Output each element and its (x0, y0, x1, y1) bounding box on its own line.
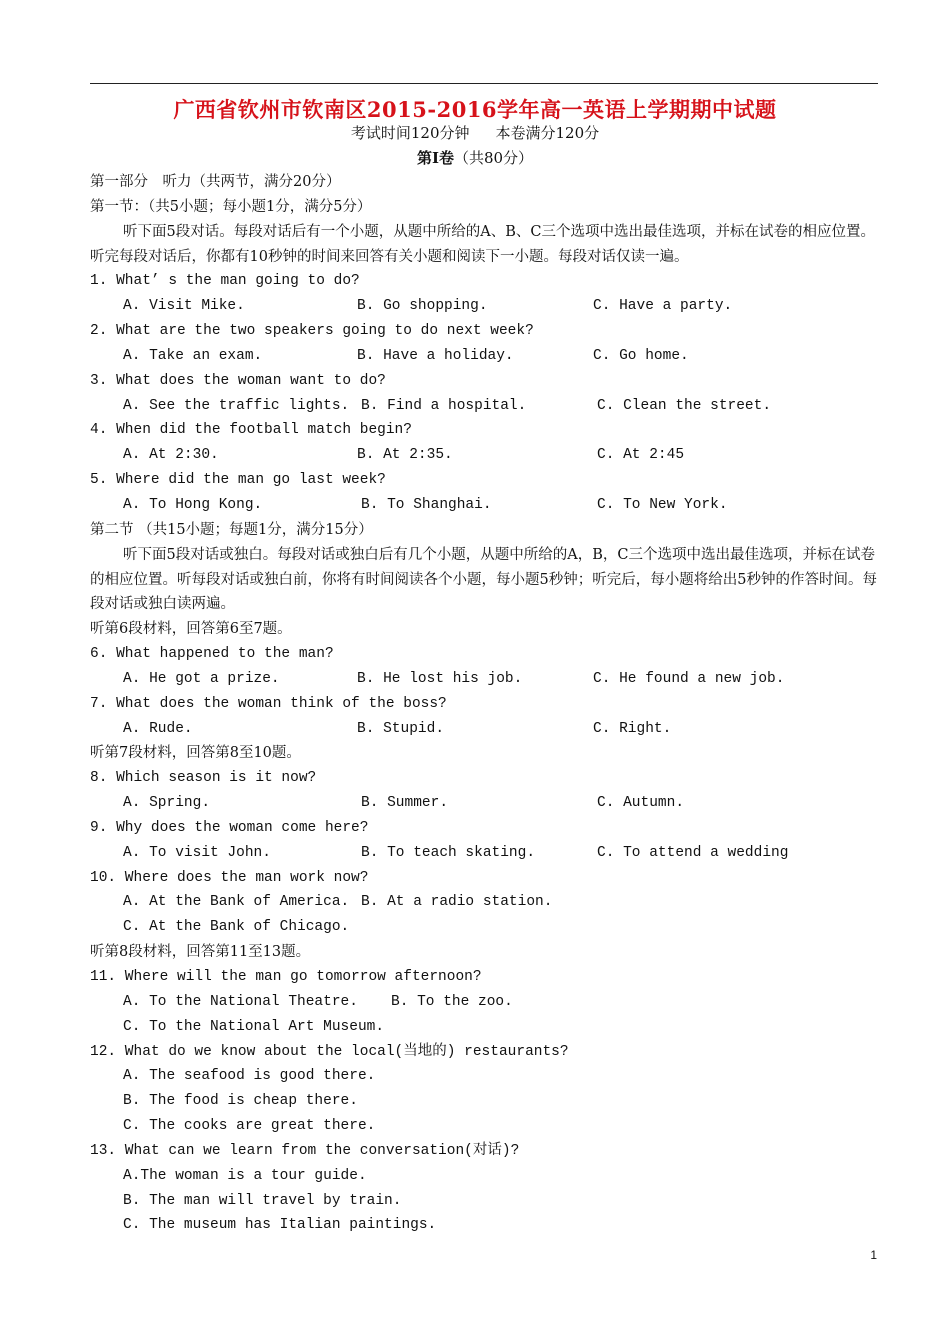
option-b: B. To Shanghai. (361, 496, 492, 513)
options-8 (90, 791, 880, 816)
option-a: A. To Hong Kong. (123, 496, 263, 513)
option-b: B. Summer. (361, 795, 449, 812)
option-c: C. Clean the street. (597, 397, 772, 414)
option-a: A. Visit Mike. (123, 298, 245, 315)
question-10: 10. Where does the man work now? (90, 869, 369, 886)
options-4 (90, 443, 880, 468)
option-b: B. He lost his job. (357, 670, 523, 687)
options-2 (90, 344, 880, 369)
option-b: B. To the zoo. (391, 993, 513, 1010)
option-a: A. At the Bank of America. (123, 894, 350, 911)
option-b: B. Find a hospital. (361, 397, 527, 414)
option-b: B. Have a holiday. (357, 347, 514, 364)
option-a: A. To the National Theatre. (123, 993, 358, 1010)
question-13: 13. What can we learn from the conversation(对话)? (90, 1142, 520, 1159)
options-10 (90, 890, 880, 915)
options-5 (90, 493, 880, 518)
exam-title: 广西省钦州市钦南区2015-2016学年高一英语上学期期中试题 (173, 97, 777, 122)
question-11: 11. Where will the man go tomorrow afternoon? (90, 969, 482, 985)
option-b: B. The man will travel by train. (123, 1192, 402, 1209)
option-a: A. Take an exam. (123, 347, 263, 364)
option-c: C. He found a new job. (593, 670, 785, 687)
question-1: 1. What’ s the man going to do? (90, 273, 360, 290)
option-a: A. Spring. (123, 795, 211, 812)
question-2: 2. What are the two speakers going to do next week? (90, 323, 534, 340)
material-6-heading: 听第6段材料，回答第6至7题。 (90, 621, 292, 638)
option-a: A. See the traffic lights. (123, 397, 350, 414)
option-a: A. Rude. (123, 720, 193, 737)
exam-content (90, 170, 880, 1238)
question-5: 5. Where did the man go last week? (90, 472, 386, 489)
question-9: 9. Why does the woman come here? (90, 819, 369, 836)
option-b: B. Go shopping. (357, 298, 488, 315)
header-rule (90, 83, 878, 84)
question-4: 4. When did the football match begin? (90, 422, 412, 439)
question-8: 8. Which season is it now? (90, 770, 317, 787)
option-c: C. To the National Art Museum. (123, 1018, 385, 1035)
material-8-heading: 听第8段材料，回答第11至13题。 (90, 944, 311, 961)
volume-heading (0, 147, 950, 168)
option-a: A. He got a prize. (123, 670, 280, 687)
option-c: C. At the Bank of Chicago. (123, 919, 350, 936)
volume-label: 第Ⅰ卷 (416, 149, 454, 167)
options-1 (90, 294, 880, 319)
option-b: B. At a radio station. (361, 894, 553, 911)
question-7: 7. What does the woman think of the boss? (90, 695, 447, 712)
option-a: A.The woman is a tour guide. (123, 1167, 367, 1184)
question-3: 3. What does the woman want to do? (90, 372, 386, 389)
material-7-heading: 听第7段材料，回答第8至10题。 (90, 745, 301, 762)
section1-instructions: 听下面5段对话。每段对话后有一个小题，从题中所给的A、B、C三个选项中选出最佳选项，并标在试卷的相应位置。听完每段对话后，你都有10秒钟的时间来回答有关小题和阅读下一小题。每段对话仅读一遍。 (90, 223, 875, 265)
volume-note: （共80分） (453, 149, 534, 167)
section1-heading: 第一节：（共5小题；每小题1分，满分5分） (90, 198, 372, 215)
option-c: C. The cooks are great there. (123, 1118, 376, 1135)
option-a: A. The seafood is good there. (123, 1068, 376, 1085)
option-b: B. The food is cheap there. (123, 1093, 358, 1110)
option-a: A. At 2:30. (123, 447, 219, 464)
section2-instructions: 听下面5段对话或独白。每段对话或独白后有几个小题，从题中所给的A，B，C三个选项中选出最佳选项，并标在试卷的相应位置。听每段对话或独白前，你将有时间阅读各个小题，每小题5秒钟；听完后，每小题将给出5秒钟的作答时间。每段对话或独白读两遍。 (90, 546, 877, 613)
options-9 (90, 841, 880, 866)
option-c: C. The museum has Italian paintings. (123, 1217, 437, 1234)
option-a: A. To visit John. (123, 844, 271, 861)
option-c: C. To New York. (597, 496, 728, 513)
section2-heading: 第二节 （共15小题；每题1分，满分15分） (90, 521, 373, 538)
options-11 (90, 990, 880, 1015)
option-c: C. At 2:45 (597, 447, 685, 464)
question-6: 6. What happened to the man? (90, 646, 334, 663)
page-number: 1 (870, 1248, 877, 1262)
option-b: B. To teach skating. (361, 844, 536, 861)
option-c: C. Have a party. (593, 298, 733, 315)
question-12: 12. What do we know about the local(当地的) restaurants? (90, 1043, 569, 1060)
options-3 (90, 394, 880, 419)
exam-info (0, 122, 950, 143)
option-c: C. Autumn. (597, 795, 685, 812)
exam-score: 本卷满分120分 (495, 124, 600, 142)
option-b: B. Stupid. (357, 720, 445, 737)
option-c: C. To attend a wedding (597, 844, 789, 861)
exam-time: 考试时间120分钟 (350, 124, 470, 142)
part1-heading: 第一部分 听力（共两节，满分20分） (90, 174, 341, 190)
options-7 (90, 717, 880, 742)
option-c: C. Right. (593, 720, 672, 737)
options-6 (90, 667, 880, 692)
option-c: C. Go home. (593, 347, 689, 364)
option-b: B. At 2:35. (357, 447, 453, 464)
